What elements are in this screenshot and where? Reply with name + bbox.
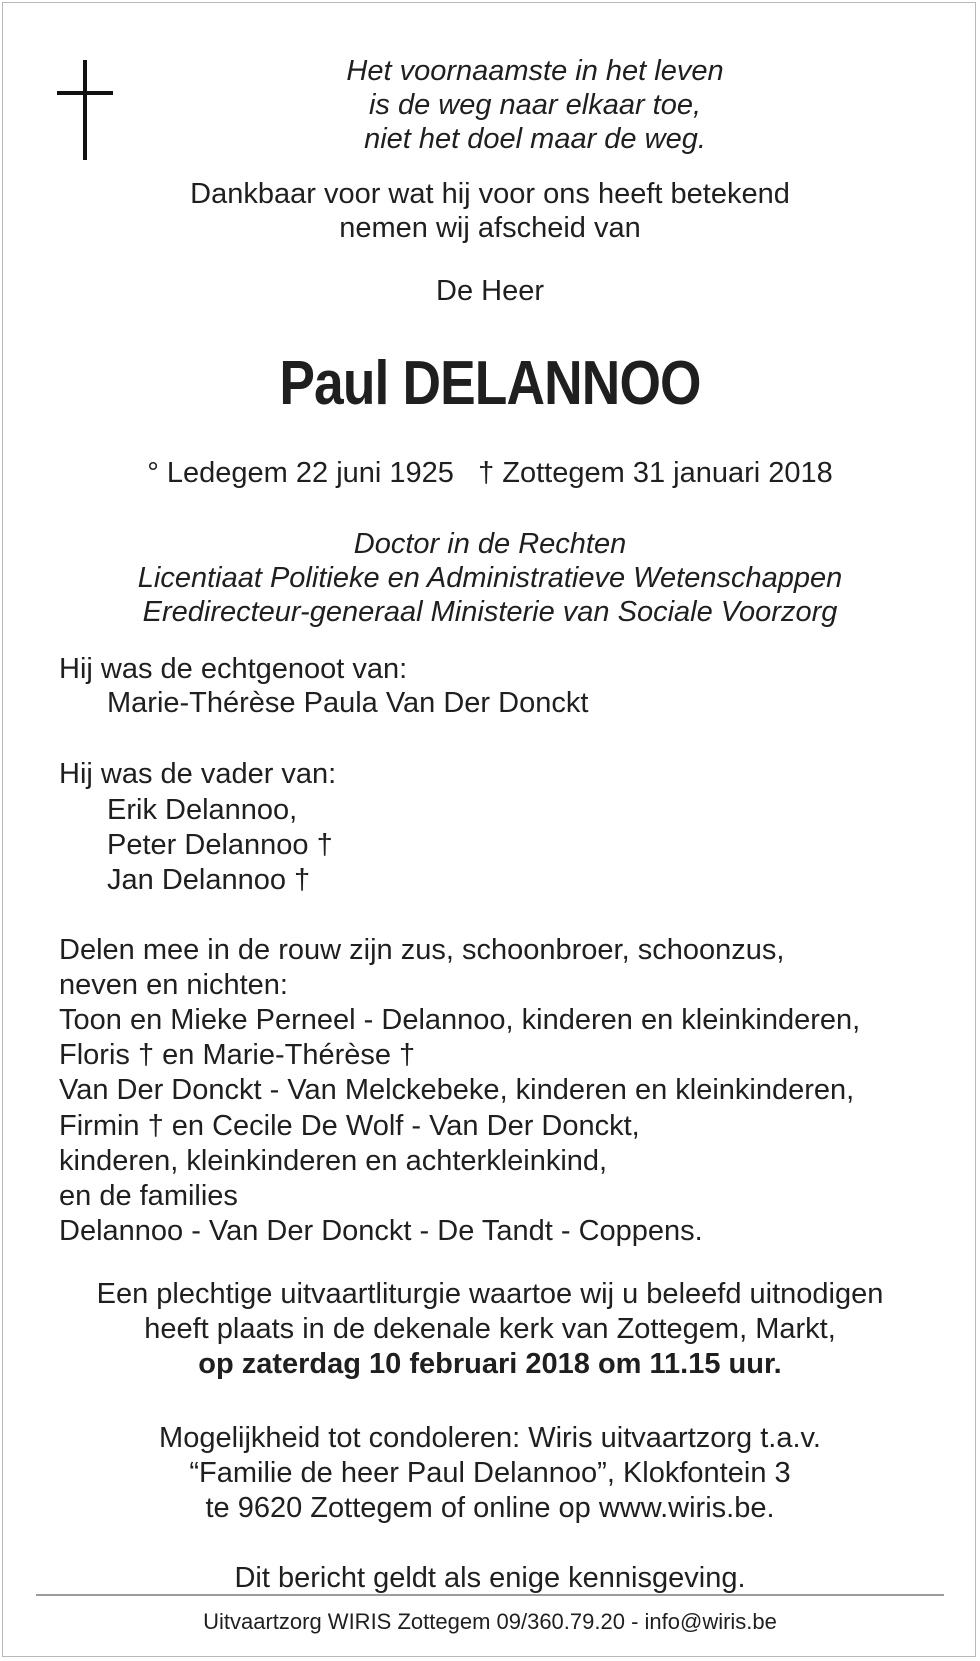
verse-line-3: niet het doel maar de weg. <box>364 123 706 155</box>
verse-line-2: is de weg naar elkaar toe, <box>368 89 702 121</box>
child-name-2: Peter Delannoo † <box>107 829 333 861</box>
title-line-1: Doctor in de Rechten <box>353 528 627 560</box>
notice-statement: Dit bericht geldt als enige kennisgeving. <box>234 1562 746 1594</box>
mourners-line-5: Van Der Donckt - Van Melckebeke, kinderen en kleinkinderen, <box>59 1074 855 1106</box>
title-line-2: Licentiaat Politieke en Administratieve Wetenschappen <box>137 562 843 594</box>
birth-death-dates: ° Ledegem 22 juni 1925 † Zottegem 31 januari 2018 <box>147 457 833 489</box>
children-heading: Hij was de vader van: <box>59 758 337 790</box>
mourners-line-9: Delannoo - Van Der Donckt - De Tandt - Coppens. <box>59 1215 703 1247</box>
mourners-line-2: neven en nichten: <box>59 969 288 1001</box>
deceased-name: Paul DELANNOO <box>279 349 701 418</box>
footer-contact: Uitvaartzorg WIRIS Zottegem 09/360.79.20 - info@wiris.be <box>203 1609 777 1634</box>
service-datetime: op zaterdag 10 februari 2018 om 11.15 uur. <box>198 1348 782 1380</box>
condolences-line-3: te 9620 Zottegem of online op www.wiris.be. <box>205 1492 775 1524</box>
condolences-line-2: “Familie de heer Paul Delannoo”, Klokfontein 3 <box>189 1457 791 1489</box>
spouse-heading: Hij was de echtgenoot van: <box>59 653 408 685</box>
service-line-2: heeft plaats in de dekenale kerk van Zottegem, Markt, <box>144 1313 836 1345</box>
mourners-line-4: Floris † en Marie-Thérèse † <box>59 1039 416 1071</box>
intro-line-2: nemen wij afscheid van <box>339 212 641 244</box>
service-line-1: Een plechtige uitvaartliturgie waartoe wij u beleefd uitnodigen <box>96 1278 884 1310</box>
child-name-3: Jan Delannoo † <box>107 864 311 896</box>
verse-line-1: Het voornaamste in het leven <box>346 55 724 87</box>
mourners-line-8: en de families <box>59 1180 238 1212</box>
intro-line-1: Dankbaar voor wat hij voor ons heeft betekend <box>190 178 790 210</box>
salutation: De Heer <box>436 275 544 307</box>
mourners-line-3: Toon en Mieke Perneel - Delannoo, kinderen en kleinkinderen, <box>59 1004 861 1036</box>
mourners-line-7: kinderen, kleinkinderen en achterkleinkind, <box>59 1145 608 1177</box>
mourners-line-6: Firmin † en Cecile De Wolf - Van Der Donckt, <box>59 1110 640 1142</box>
mourners-line-1: Delen mee in de rouw zijn zus, schoonbroer, schoonzus, <box>59 934 785 966</box>
footer-divider <box>36 1594 944 1596</box>
spouse-name: Marie-Thérèse Paula Van Der Donckt <box>107 687 589 719</box>
child-name-1: Erik Delannoo, <box>107 794 298 826</box>
condolences-line-1: Mogelijkheid tot condoleren: Wiris uitvaartzorg t.a.v. <box>159 1422 821 1454</box>
title-line-3: Eredirecteur-generaal Ministerie van Sociale Voorzorg <box>142 596 838 628</box>
